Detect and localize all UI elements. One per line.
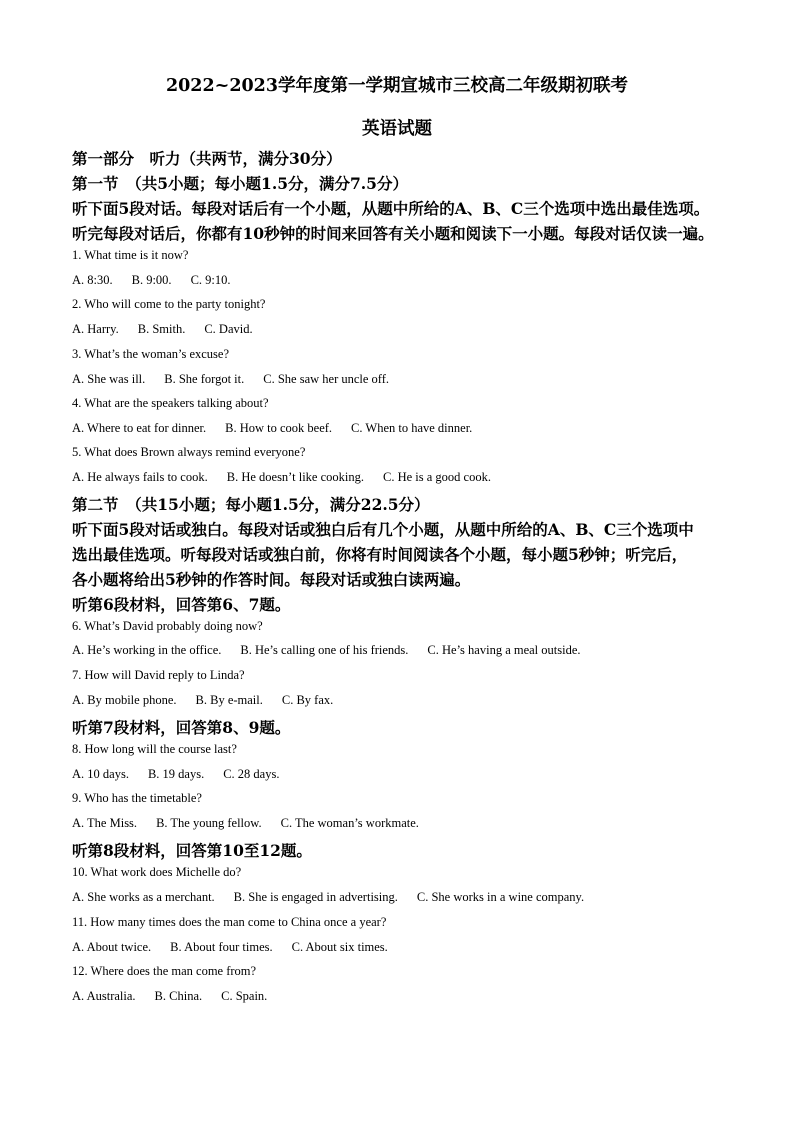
option: B. He’s calling one of his friends. <box>240 643 409 657</box>
question-text: 4. What are the speakers talking about? <box>72 396 269 410</box>
option: C. Spain. <box>221 989 268 1003</box>
option: C. She works in a wine company. <box>416 890 585 904</box>
option: C. She saw her uncle off. <box>263 372 390 386</box>
question-text: 11. How many times does the man come to China once a year? <box>72 915 387 929</box>
answer-options <box>72 421 472 436</box>
answer-options <box>72 890 584 905</box>
answer-options <box>72 643 581 658</box>
option: A. She works as a merchant. <box>72 890 215 904</box>
section1-instruction-line: 听完每段对话后，你都有10秒钟的时间来回答有关小题和阅读下一小题。每段对话仅读一遍。 <box>72 224 714 243</box>
option: C. David. <box>204 322 253 336</box>
option: C. He is a good cook. <box>382 470 491 484</box>
answer-options <box>72 940 388 955</box>
option: A. Australia. <box>72 989 136 1003</box>
option: B. The young fellow. <box>156 816 262 830</box>
option: A. She was ill. <box>72 372 146 386</box>
section1-instruction-line: 听下面5段对话。每段对话后有一个小题，从题中所给的A、B、C三个选项中选出最佳选项。 <box>72 199 710 218</box>
question-text: 1. What time is it now? <box>72 248 189 262</box>
option: C. 28 days. <box>223 767 280 781</box>
question-text: 3. What’s the woman’s excuse? <box>72 347 230 361</box>
option: A. He’s working in the office. <box>72 643 222 657</box>
section2-instruction-line: 各小题将给出5秒钟的作答时间。每段对话或独白读两遍。 <box>72 570 471 589</box>
option: C. 9:10. <box>190 273 231 287</box>
material-heading: 听第7段材料，回答第8、9题。 <box>72 718 291 737</box>
option: C. When to have dinner. <box>351 421 473 435</box>
question-text: 8. How long will the course last? <box>72 742 237 756</box>
option: A. Harry. <box>72 322 119 336</box>
part1-heading: 第一部分 听力（共两节，满分30分） <box>72 149 342 168</box>
option: C. The woman’s workmate. <box>280 816 419 830</box>
option: A. Where to eat for dinner. <box>72 421 207 435</box>
answer-options <box>72 989 267 1004</box>
option: B. By e-mail. <box>195 693 263 707</box>
question-text: 5. What does Brown always remind everyone? <box>72 445 306 459</box>
answer-options <box>72 767 279 782</box>
question-text: 10. What work does Michelle do? <box>72 865 242 879</box>
option: B. She is engaged in advertising. <box>233 890 398 904</box>
section2-heading: 第二节 （共15小题；每小题1.5分，满分22.5分） <box>72 495 430 514</box>
option: B. He doesn’t like cooking. <box>226 470 364 484</box>
option: C. About six times. <box>291 940 388 954</box>
option: C. He’s having a meal outside. <box>427 643 581 657</box>
material-heading: 听第8段材料，回答第10至12题。 <box>72 841 312 860</box>
option: A. He always fails to cook. <box>72 470 208 484</box>
exam-subtitle: 英语试题 <box>362 119 432 139</box>
answer-options <box>72 322 253 337</box>
option: B. About four times. <box>170 940 273 954</box>
answer-options <box>72 816 419 831</box>
option: B. 9:00. <box>131 273 172 287</box>
material-heading: 听第6段材料，回答第6、7题。 <box>72 595 291 614</box>
option: B. How to cook beef. <box>225 421 333 435</box>
question-text: 7. How will David reply to Linda? <box>72 668 245 682</box>
exam-title: 2022~2023学年度第一学期宣城市三校高二年级期初联考 <box>165 76 629 96</box>
question-text: 12. Where does the man come from? <box>72 964 257 978</box>
answer-options <box>72 372 389 387</box>
option: A. By mobile phone. <box>72 693 177 707</box>
question-text: 6. What’s David probably doing now? <box>72 619 263 633</box>
answer-options <box>72 470 491 485</box>
answer-options <box>72 273 231 288</box>
answer-options <box>72 693 333 708</box>
section2-instruction-line: 听下面5段对话或独白。每段对话或独白后有几个小题，从题中所给的A、B、C三个选项中 <box>72 520 694 539</box>
option: B. Smith. <box>137 322 186 336</box>
option: B. She forgot it. <box>164 372 245 386</box>
option: A. About twice. <box>72 940 152 954</box>
question-text: 9. Who has the timetable? <box>72 791 202 805</box>
option: A. 8:30. <box>72 273 113 287</box>
option: B. 19 days. <box>147 767 205 781</box>
section1-heading: 第一节 （共5小题；每小题1.5分，满分7.5分） <box>72 174 408 193</box>
option: A. 10 days. <box>72 767 129 781</box>
option: B. China. <box>154 989 203 1003</box>
question-text: 2. Who will come to the party tonight? <box>72 297 266 311</box>
option: C. By fax. <box>281 693 334 707</box>
option: A. The Miss. <box>72 816 138 830</box>
section2-instruction-line: 选出最佳选项。听每段对话或独白前，你将有时间阅读各个小题，每小题5秒钟；听完后， <box>72 545 688 564</box>
